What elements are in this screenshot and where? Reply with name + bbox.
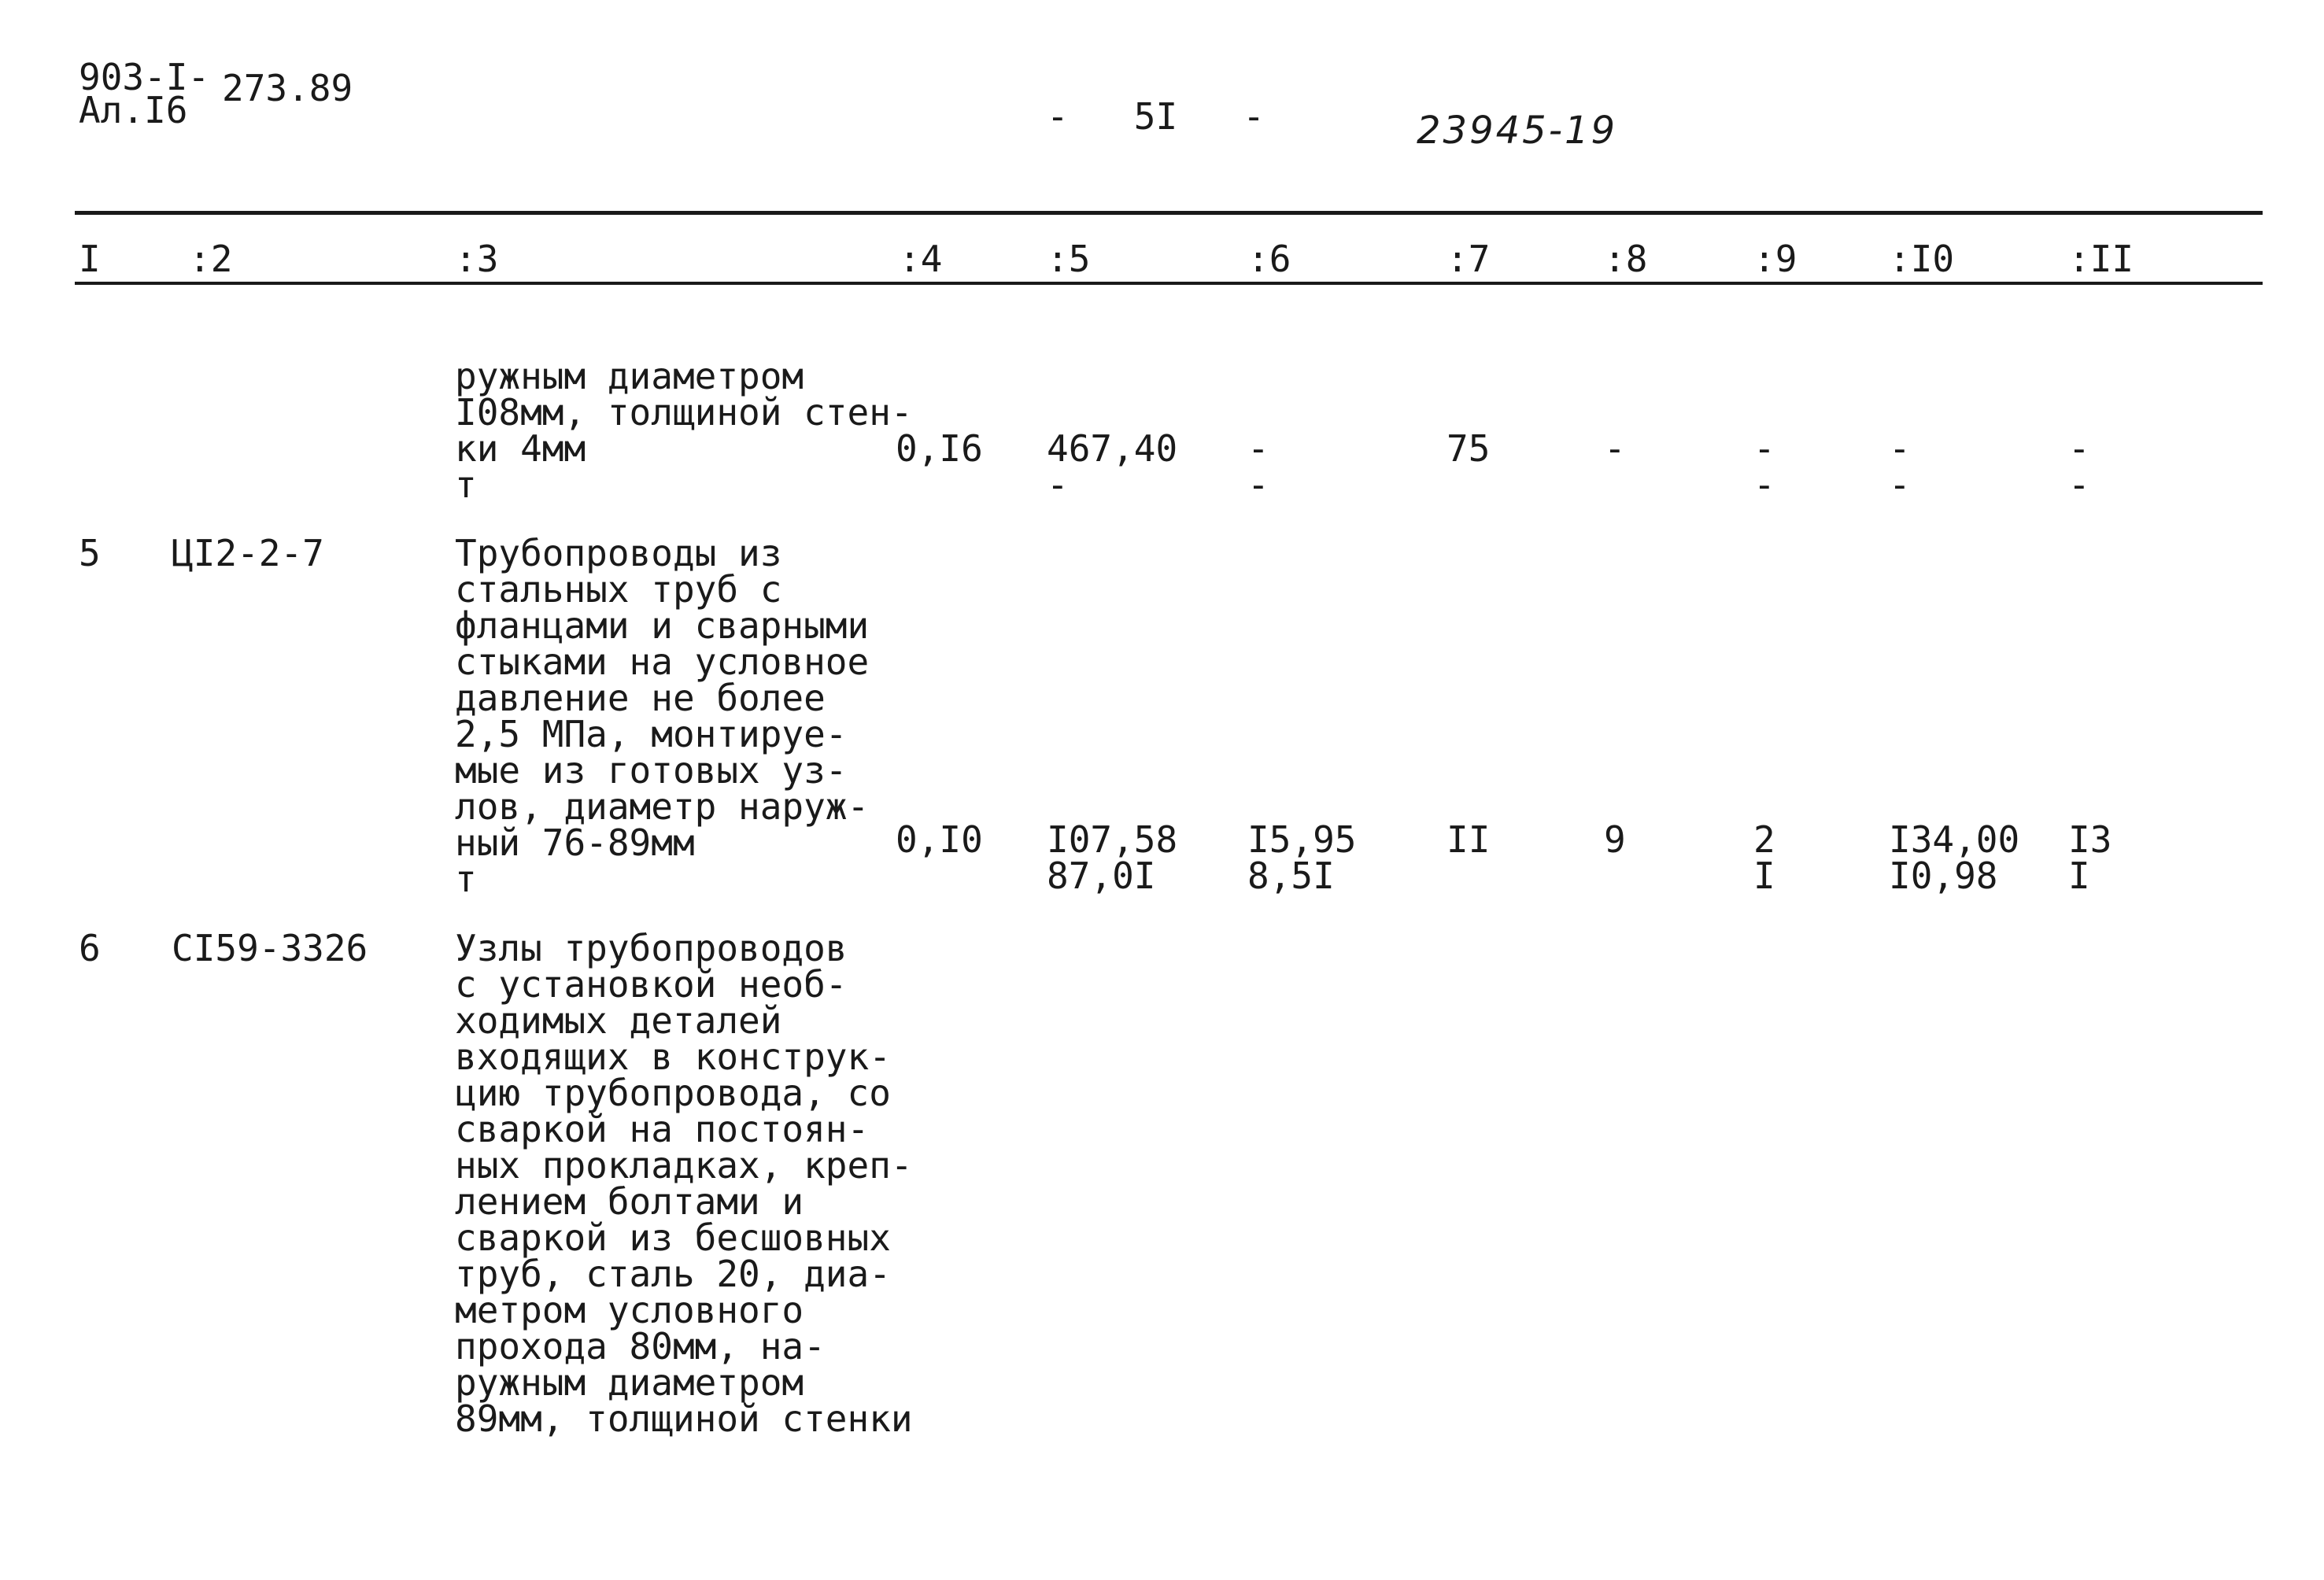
row0-description: ружным диаметром I08мм, толщиной стен- ки 4мм т xyxy=(455,355,913,506)
doc-code: 903-I- xyxy=(79,56,210,98)
row1-col8: 9 xyxy=(1604,818,1626,861)
row0-col4: 0,I6 xyxy=(896,427,983,470)
row1-description: Трубопроводы из стальных труб с фланцами и сварными стыками на условное давление не более 2,5 МПа, монтируе- мые из готовых уз- лов, диаметр наруж- ный 76-89мм т xyxy=(455,532,870,900)
row2-code: CI59-3326 xyxy=(172,927,368,969)
column-header-7: :7 xyxy=(1446,238,1491,280)
column-header-1: I xyxy=(79,238,101,280)
column-header-11: :II xyxy=(2068,238,2134,280)
row0-col9: - - xyxy=(1753,427,1775,506)
column-header-9: :9 xyxy=(1753,238,1797,280)
row1-col7: II xyxy=(1446,818,1491,861)
column-header-6: :6 xyxy=(1247,238,1291,280)
row2-description: Узлы трубопроводов с установкой необ- ходимых деталей входящих в конструк- цию трубопровода, со сваркой на постоян- ных прокладках, креп- лением болтами и сваркой из бесшовных труб, сталь 20, диа- метром условного прохода 80мм, на- ружным диаметром 89мм, толщиной стенки xyxy=(455,927,913,1440)
column-header-10: :I0 xyxy=(1889,238,1955,280)
row1-index: 5 xyxy=(79,532,101,574)
column-header-2: :2 xyxy=(189,238,233,280)
handwritten-number: 23945-19 xyxy=(1417,109,1618,153)
page-number: - 5I - xyxy=(1047,95,1265,138)
row1-code: ЦI2-2-7 xyxy=(172,532,324,574)
top-rule xyxy=(75,211,2263,215)
column-header-5: :5 xyxy=(1047,238,1091,280)
row1-col6: I5,95 8,5I xyxy=(1247,818,1357,897)
column-header-3: :3 xyxy=(455,238,499,280)
header-bottom-rule xyxy=(75,282,2263,285)
column-header-8: :8 xyxy=(1604,238,1648,280)
column-header-4: :4 xyxy=(899,238,943,280)
row0-col8: - xyxy=(1604,427,1626,470)
row0-col6: - - xyxy=(1247,427,1269,506)
row1-col10: I34,00 I0,98 xyxy=(1889,818,2020,897)
row1-col11: I3 I xyxy=(2068,818,2112,897)
row1-col5: I07,58 87,0I xyxy=(1047,818,1178,897)
row0-col5: 467,40 - xyxy=(1047,427,1178,506)
row0-col10: - - xyxy=(1889,427,1911,506)
doc-number: 273.89 xyxy=(222,67,353,109)
sheet-label: Ал.I6 xyxy=(79,89,188,131)
row2-index: 6 xyxy=(79,927,101,969)
row1-col4: 0,I0 xyxy=(896,818,983,861)
row1-col9: 2 I xyxy=(1753,818,1775,897)
row0-col11: - - xyxy=(2068,427,2090,506)
row0-col7: 75 xyxy=(1446,427,1491,470)
